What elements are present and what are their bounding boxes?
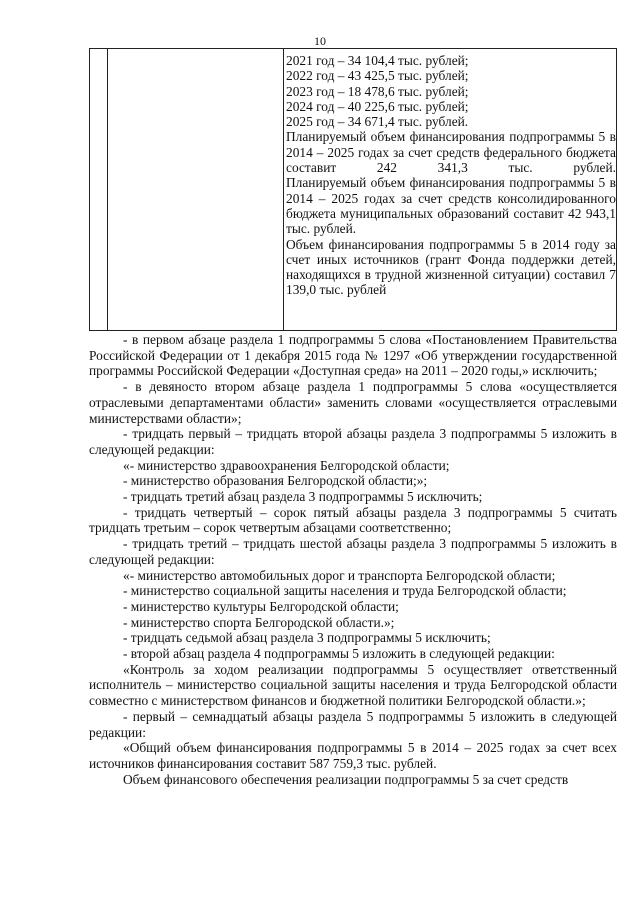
- paragraph: - тридцать первый – тридцать второй абзацы раздела 3 подпрограммы 5 изложить в следующей редакции:: [89, 426, 617, 457]
- paragraph: - министерство образования Белгородской области;»;: [123, 473, 428, 489]
- paragraph: - тридцать четвертый – сорок пятый абзацы раздела 3 подпрограммы 5 считать тридцать третьим – сорок четвертым абзацами соответственно;: [89, 504, 617, 536]
- table-cell-financing: [286, 53, 616, 298]
- paragraph: «Общий объем финансирования подпрограммы 5 в 2014 – 2025 годах за счет всех источников финансирования составит 587 759,3 тыс. рублей.: [89, 740, 617, 771]
- paragraph: - тридцать третий – тридцать шестой абзацы раздела 3 подпрограммы 5 изложить в следующей редакции:: [89, 536, 617, 567]
- paragraph: - второй абзац раздела 4 подпрограммы 5 изложить в следующей редакции:: [123, 646, 555, 662]
- paragraph: - тридцать седьмой абзац раздела 3 подпрограммы 5 исключить;: [123, 630, 491, 646]
- paragraph: - министерство спорта Белгородской области.»;: [123, 614, 395, 630]
- other-sources-paragraph: Объем финансирования подпрограммы 5 в 2014 году за счет иных источников (грант Фонда поддержки детей, находящихся в трудной жизненной ситуации) составил 7 139,0 тыс. рублей: [286, 236, 616, 298]
- municipal-budget-paragraph: Планируемый объем финансирования подпрограммы 5 в 2014 – 2025 годах за счет средств консолидированного бюджета муниципальных образований составит 42 943,1 тыс. рублей.: [286, 175, 616, 237]
- year-line: 2024 год – 40 225,6 тыс. рублей;: [286, 98, 469, 114]
- paragraph: «Контроль за ходом реализации подпрограммы 5 осуществляет ответственный исполнитель – министерство социальной защиты населения и труда Белгородской области совместно с министерством финансов и бюджетной политики Белгородской области.»;: [89, 661, 617, 709]
- paragraph: - первый – семнадцатый абзацы раздела 5 подпрограммы 5 изложить в следующей редакции:: [89, 708, 617, 740]
- table-column-divider: [107, 49, 108, 330]
- table-column-divider: [283, 49, 284, 330]
- financing-table: [89, 48, 617, 331]
- year-line: 2023 год – 18 478,6 тыс. рублей;: [286, 83, 469, 99]
- paragraph: Объем финансового обеспечения реализации подпрограммы 5 за счет средств: [123, 771, 569, 787]
- page-number: 10: [314, 34, 326, 48]
- paragraph: - министерство социальной защиты населения и труда Белгородской области;: [123, 583, 567, 599]
- paragraph: - министерство культуры Белгородской области;: [123, 598, 399, 614]
- paragraph: - тридцать третий абзац раздела 3 подпрограммы 5 исключить;: [123, 489, 483, 505]
- paragraph: - в первом абзаце раздела 1 подпрограммы 5 слова «Постановлением Правительства Российской Федерации от 1 декабря 2015 года № 1297 «Об утверждении государственной программы Российской Федерации «Доступная среда» на 2011 – 2020 годы,» исключить;: [89, 332, 617, 379]
- document-body: [89, 332, 617, 787]
- paragraph: «- министерство здравоохранения Белгородской области;: [123, 457, 450, 473]
- paragraph: «- министерство автомобильных дорог и транспорта Белгородской области;: [123, 567, 556, 583]
- year-line: 2025 год – 34 671,4 тыс. рублей.: [286, 114, 469, 130]
- year-line: 2022 год – 43 425,5 тыс. рублей;: [286, 68, 469, 84]
- paragraph: - в девяносто втором абзаце раздела 1 подпрограммы 5 слова «осуществляется отраслевыми департаментами области» заменить словами «осуществляется отраслевыми министерствами области»;: [89, 379, 617, 426]
- federal-budget-paragraph: Планируемый объем финансирования подпрограммы 5 в 2014 – 2025 годах за счет средств федерального бюджета составит 242 341,3 тыс. рублей.: [286, 129, 616, 176]
- year-line: 2021 год – 34 104,4 тыс. рублей;: [286, 53, 469, 68]
